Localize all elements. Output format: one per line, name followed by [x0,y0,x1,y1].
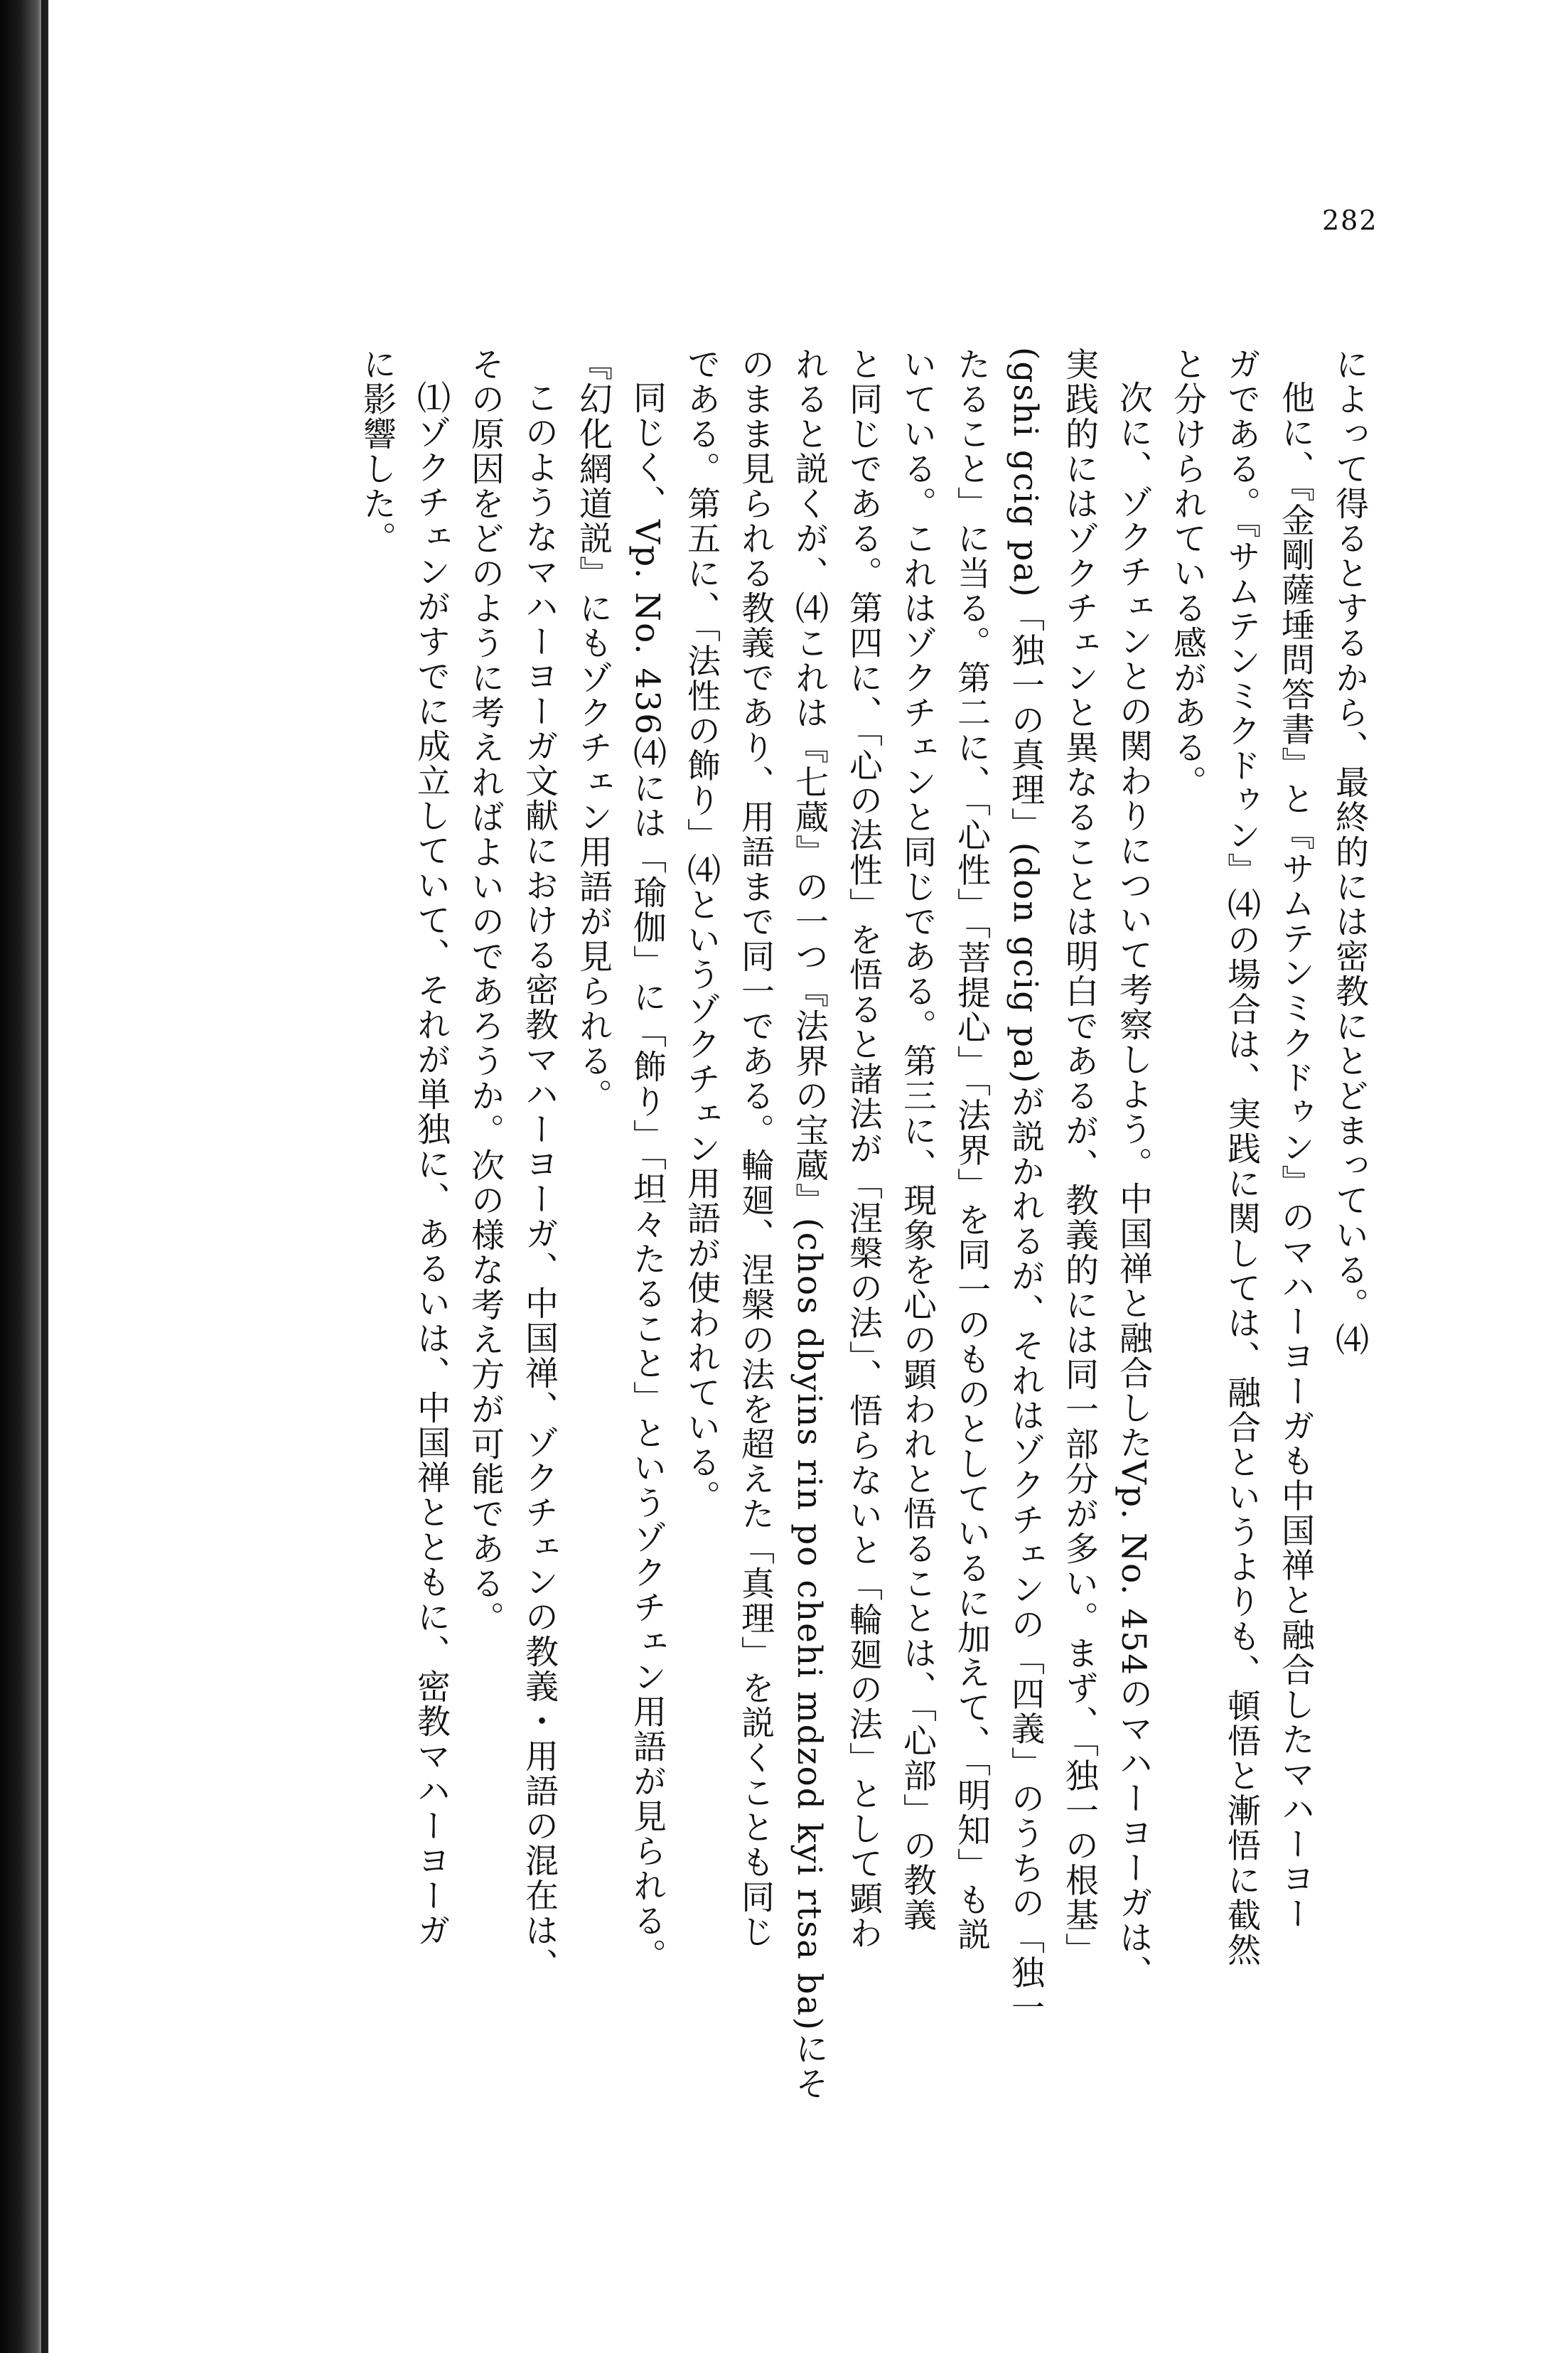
body-text [350,347,1376,2280]
text-line: である。第五に、「法性の飾り」⑷というゾクチェン用語が使われている。 [682,347,721,1515]
text-line: 他に、『金剛薩埵問答書』と『サムテンミクドゥン』のマハーヨーガも中国禅と融合したマハーヨー [1276,380,1315,1931]
text-line: いている。これはゾクチェンと同じである。第三に、現象を心の顕われと悟ることは、「心部」の教義 [898,347,937,1933]
text-line: と分けられている感がある。 [1168,347,1207,800]
page-number: 282 [1322,205,1378,236]
text-line: ガである。『サムテンミクドゥン』⑷の場合は、実践に関しては、融合というよりも、頓悟と漸悟に截然 [1222,347,1261,1968]
text-line: その原因をどのように考えればよいのであろうか。次の様な考え方が可能である。 [466,347,505,1636]
text-line: れると説くが、⑷これは『七蔵』の一つ『法界の宝蔵』(chos dbyins rin po chehi mdzod kyi rtsa ba)にそ [790,347,829,2101]
scan-gutter-edge [41,0,48,2353]
text-line: に影響した。 [358,347,397,556]
text-line: のまま見られる教義であり、用語まで同一である。輪廻、涅槃の法を超えた「真理」を説くことも同じ [736,347,775,1949]
text-line: ⑴ゾクチェンがすでに成立していて、それが単独に、あるいは、中国禅とともに、密教マハーヨーガ [412,380,451,1948]
text-line: 『幻化網道説』にもゾクチェン用語が見られる。 [574,347,613,1113]
text-line: このようなマハーヨーガ文献における密教マハーヨーガ、中国禅、ゾクチェンの教義・用語の混在は、 [520,380,559,1983]
text-line: によって得るとするから、最終的には密教にとどまっている。⑷ [1330,347,1369,1357]
text-line: 同じく、Vp. No. 436⑷には「瑜伽」に「飾り」「坦々たること」というゾクチェン用語が見られる。 [628,380,667,1973]
text-line: 実践的にはゾクチェンと異なることは明白であるが、教義的には同一部分が多い。まず、「独一の根基」 [1060,347,1099,1968]
text-line: (gshi gcig pa)「独一の真理」(don gcig pa)が説かれるが、それはゾクチェンの「四義」のうちの「独一 [1006,347,1045,2025]
text-line: 次に、ゾクチェンとの関わりについて考察しよう。中国禅と融合したVp. No. 454のマハーヨーガは、 [1114,380,1153,1990]
text-line: と同じである。第四に、「心の法性」を悟ると諸法が「涅槃の法」、悟らないと「輪廻の法」として顕わ [844,347,883,1951]
text-line: たること」に当る。第二に、「心性」「菩提心」「法界」を同一のものとしているに加えて、「明知」も説 [952,347,991,1952]
